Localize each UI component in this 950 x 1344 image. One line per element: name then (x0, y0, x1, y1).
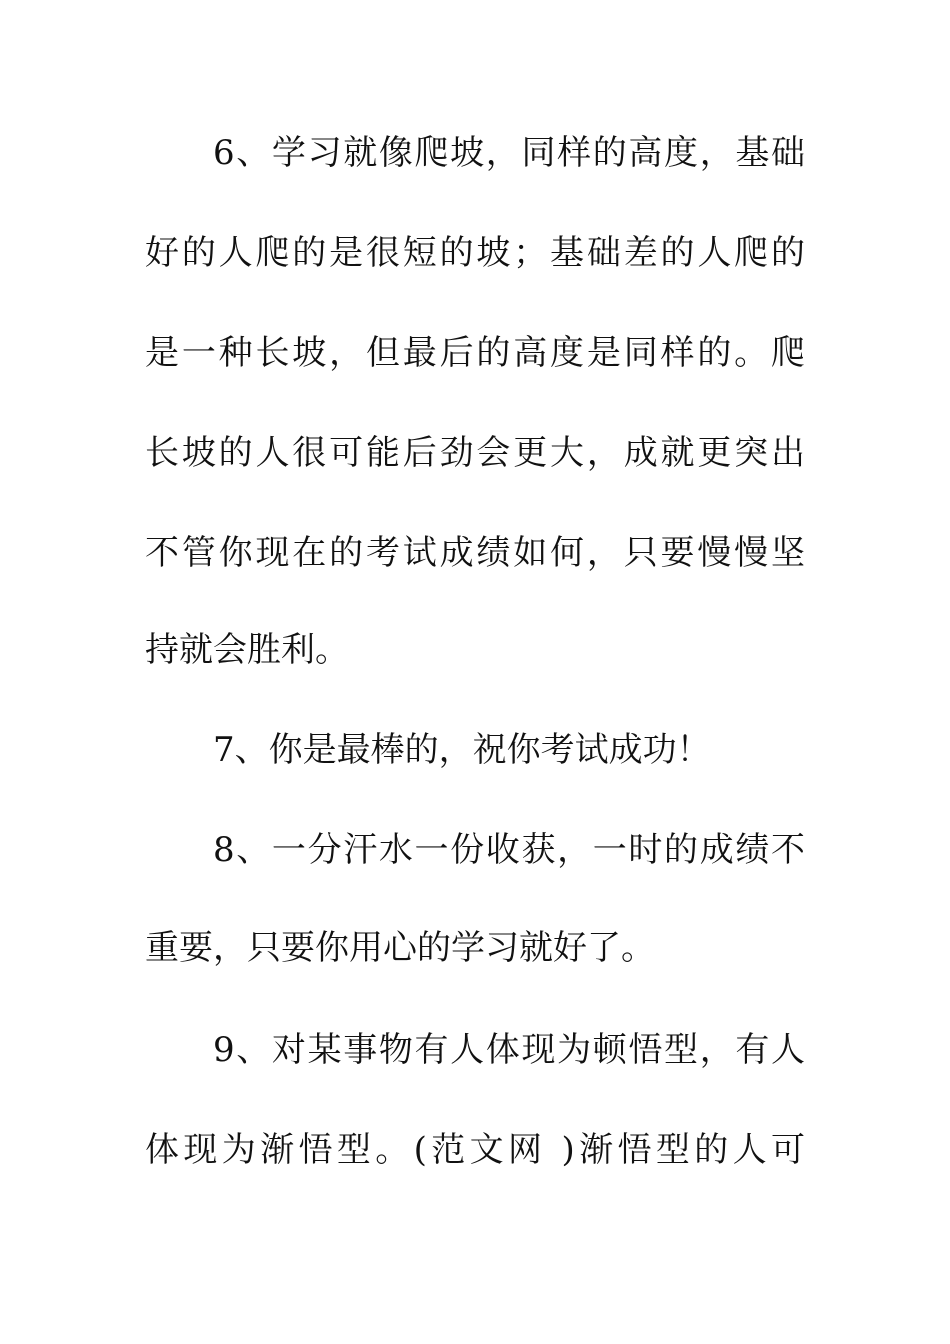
paragraph-6-line-1: 6、学习就像爬坡，同样的高度，基础 (213, 133, 805, 173)
paragraph-6-line-4: 长坡的人很可能后劲会更大，成就更突出 (145, 433, 805, 473)
paragraph-6-line-3: 是一种长坡，但最后的高度是同样的。爬 (145, 333, 805, 373)
paragraph-9-line-2: 体现为渐悟型。(范文网 )渐悟型的人可 (145, 1130, 805, 1170)
paragraph-8-line-2: 重要，只要你用心的学习就好了。 (145, 928, 655, 968)
paragraph-6-line-5: 不管你现在的考试成绩如何，只要慢慢坚 (145, 533, 805, 573)
paragraph-6-line-2: 好的人爬的是很短的坡；基础差的人爬的 (145, 233, 805, 273)
paragraph-9-line-1: 9、对某事物有人体现为顿悟型，有人 (213, 1030, 805, 1070)
paragraph-8-line-1: 8、一分汗水一份收获，一时的成绩不 (213, 830, 805, 870)
paragraph-6-line-6: 持就会胜利。 (145, 630, 349, 670)
paragraph-7-line-1: 7、你是最棒的，祝你考试成功！ (213, 730, 711, 770)
